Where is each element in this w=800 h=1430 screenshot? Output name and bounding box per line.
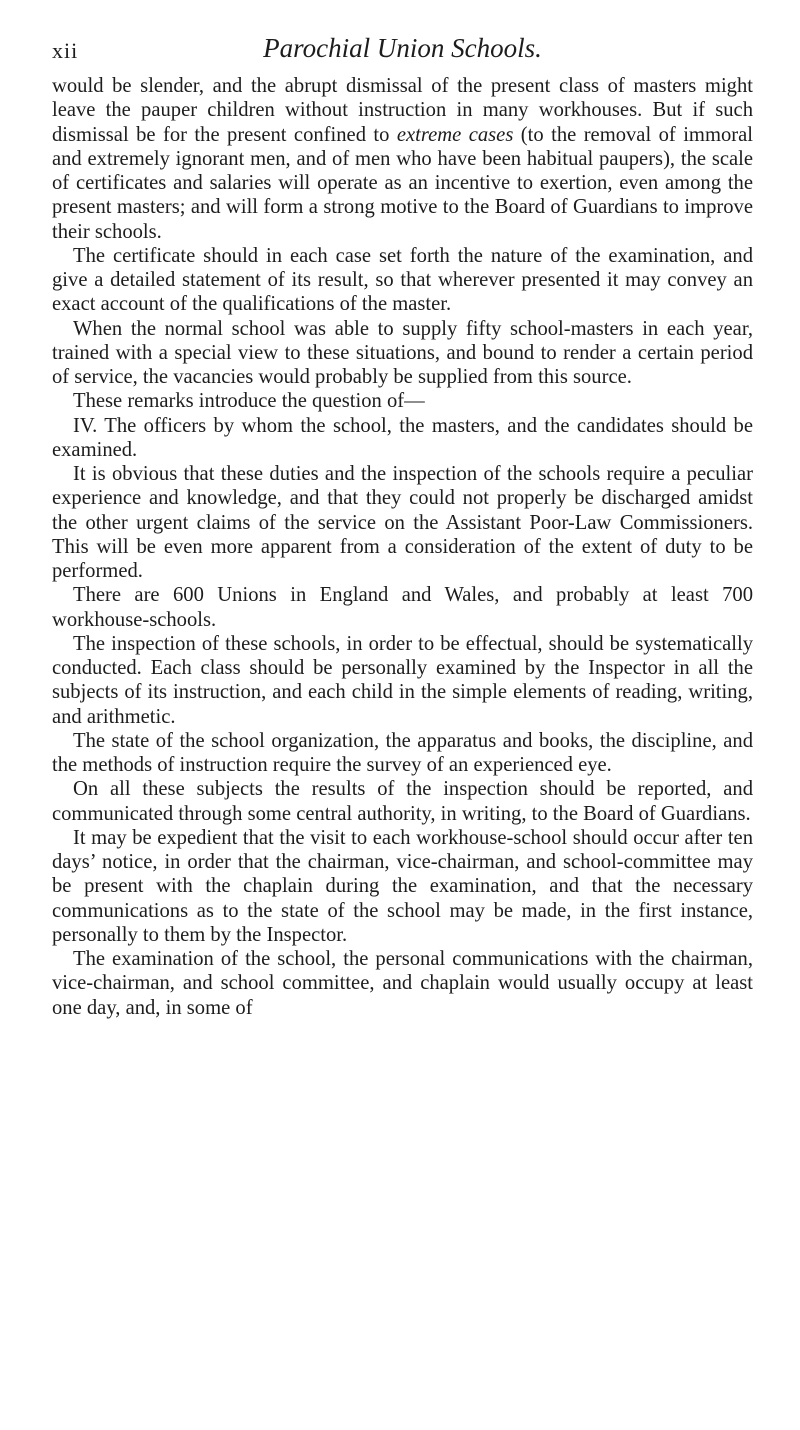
running-header <box>52 0 753 74</box>
paragraph-12: The examination of the school, the personal communications with the chairman, vice-chairman, and school committee, and chaplain would usually occupy at least one day, and, in some of <box>52 948 753 1019</box>
body-text <box>52 74 753 1020</box>
paragraph-4: These remarks introduce the question of— <box>73 390 425 413</box>
emphasis-extreme-cases: extreme cases <box>396 123 514 146</box>
paragraph-9: The state of the school organization, the apparatus and books, the discipline, and the methods of instruction require the survey of an experienced eye. <box>52 729 753 776</box>
paragraph-6: It is obvious that these duties and the inspection of the schools require a peculiar experience and knowledge, and that they could not properly be discharged amidst the other urgent claims of the service on the Assistant Poor-Law Commissioners. This will be even more apparent from a consideration of the extent of duty to be performed. <box>52 463 753 582</box>
paragraph-3: When the normal school was able to supply fifty school-masters in each year, trained with a special view to these situations, and bound to render a certain period of service, the vacancies would probably be supplied from this source. <box>52 317 753 388</box>
paragraph-7: There are 600 Unions in England and Wales, and probably at least 700 workhouse-schools. <box>52 584 753 631</box>
section-heading-iv: IV. The officers by whom the school, the masters, and the candidates should be examined. <box>52 414 753 461</box>
paragraph-1-text-after: (to the removal of immoral and extremely ignorant men, and of men who have been habitual paupers), the scale of certificates and salaries will operate as an incentive to exertion, even among the present masters; and will form a strong motive to the Board of Guardians to improve their schools. <box>52 123 753 243</box>
paragraph-11: It may be expedient that the visit to each workhouse-school should occur after ten days’ notice, in order that the chairman, vice-chairman, and school-committee may be present with the chaplain during the examination, and that the necessary communications as to the state of the school may be made, in the first instance, personally to them by the Inspector. <box>52 826 753 946</box>
paragraph-1-text-before: would be slender, and the abrupt dismissal of the present class of masters might leave the pauper children without instruction in many workhouses. But if such dismissal be for the present confined to <box>52 75 753 146</box>
page-number: xii <box>52 38 79 63</box>
paragraph-10: On all these subjects the results of the inspection should be reported, and communicated through some central authority, in writing, to the Board of Guardians. <box>52 778 753 825</box>
paragraph-2: The certificate should in each case set forth the nature of the examination, and give a detailed statement of its result, so that wherever presented it may convey an exact account of the qualifications of the master. <box>52 244 753 316</box>
paragraph-1 <box>52 74 753 244</box>
paragraph-8: The inspection of these schools, in order to be effectual, should be systematically conducted. Each class should be personally examined by the Inspector in all the subjects of its instruction, and each child in the simple elements of reading, writing, and arithmetic. <box>52 632 753 728</box>
running-title: Parochial Union Schools. <box>263 33 542 63</box>
